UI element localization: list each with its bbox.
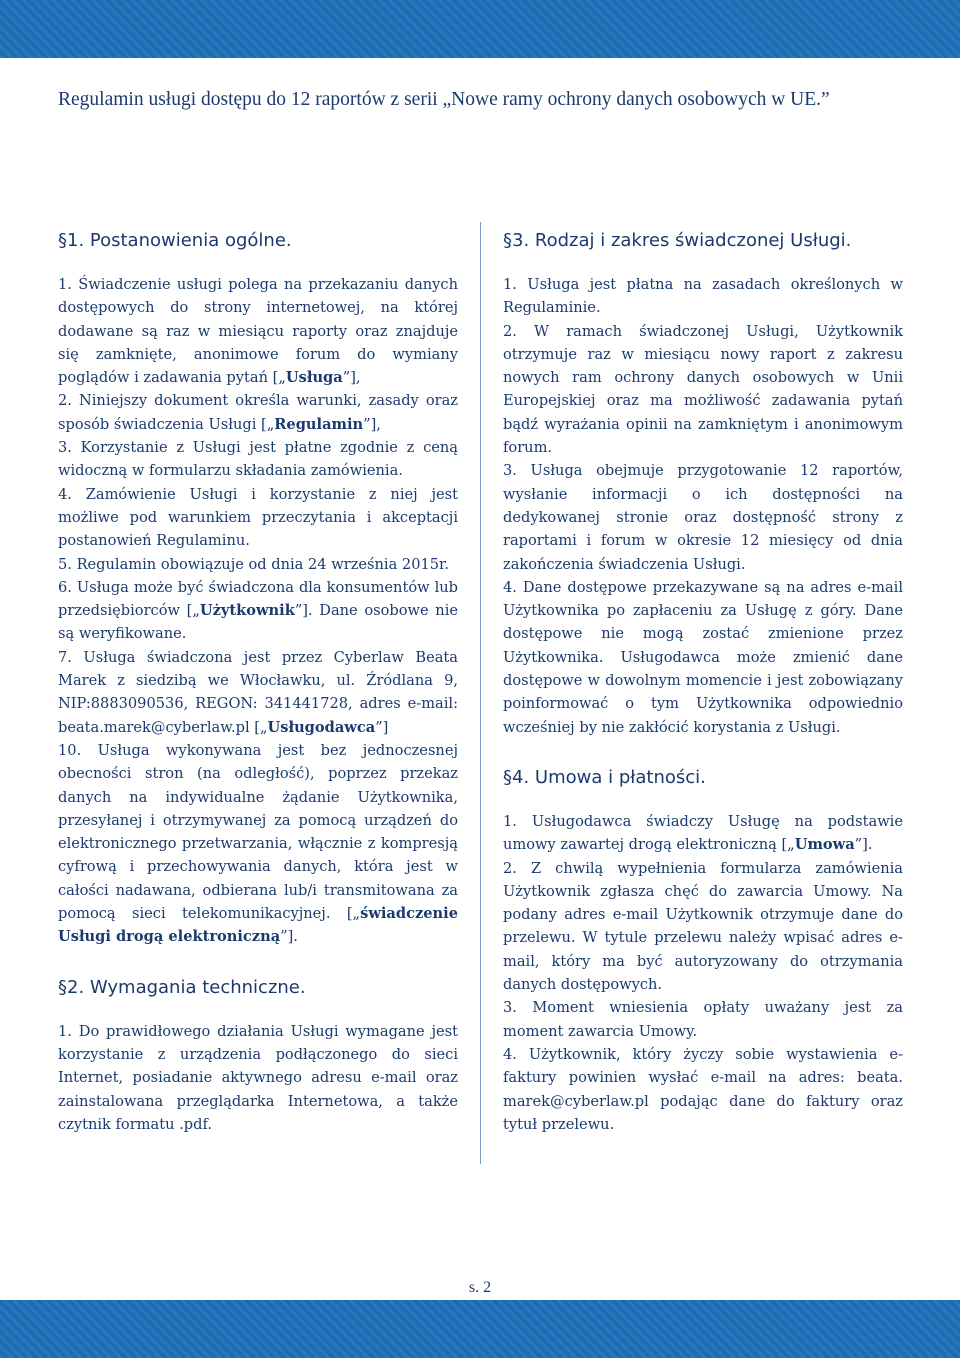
section-4-body — [503, 810, 903, 1136]
section-3-item-4: 4. Dane dostępowe przekazywane są na adres e-mail Użytkownika po zapłaceniu za Usługę z góry. Dane dostępowe nie mogą zostać zmienione przez Użytkownika. Usługodawca może zmienić dane dostępowe w dowolnym momencie i jest zobowiązany poinformować o tym Użytkownika odpowiednio wcześniej by nie zakłócić korystania z Usługi. — [503, 578, 903, 736]
section-2-item-1: 1. Do prawidłowego działania Usługi wymagane jest korzystanie z urządzenia podłączonego do sieci Internet, posiadanie aktywnego adresu e-mail oraz zainstalowana przeglądarka Internetowa, a także czytnik formatu .pdf. — [58, 1022, 458, 1133]
left-column — [58, 228, 458, 1136]
section-4-item-2: 2. Z chwilą wypełnienia formularza zamówienia Użytkownik zgłasza chęć do zawarcia Umowy. Na podany adres e-mail Użytkownik otrzymuje dane do przelewu. W tytule przelewu należy wpisać adres e-mail, który ma być autoryzowany do otrzymania danych dostępowych. — [503, 859, 903, 994]
section-1-heading: §1. Postanowienia ogólne. — [58, 230, 292, 251]
document-title: Regulamin usługi dostępu do 12 raportów z serii „Nowe ramy ochrony danych osobowych w UE.” — [58, 89, 830, 110]
defined-term: świadczenie Usługi drogą elektroniczną — [58, 905, 458, 946]
defined-term: Umowa — [794, 836, 855, 854]
defined-term: Użytkownik — [199, 602, 295, 620]
section-1-item-10: 10. Usługa wykonywana jest bez jednoczesnej obecności stron (na odległość), poprzez przekaz danych na indywidualne żądanie Użytkownika, przesyłanej i otrzymywanej za pomocą urządzeń do elektronicznego przetwarzania, włącznie z kompresją cyfrową i przechowywania danych, która jest w całości nadawana, odbierana lub/i transmitowana za pomocą sieci telekomunikacyjnej. [„świadczenie Usługi drogą elektroniczną”]. — [58, 741, 458, 946]
right-column — [503, 228, 903, 1136]
section-1-item-7: 7. Usługa świadczona jest przez Cyberlaw Beata Marek z siedzibą we Włocławku, ul. Źródlana 9, NIP:8883090536, REGON: 341441728, adres e-mail: beata.marek@cyberlaw.pl [„Usługodawca”] — [58, 648, 458, 736]
section-1-item-5: 5. Regulamin obowiązuje od dnia 24 września 2015r. — [58, 555, 450, 573]
section-3-body — [503, 273, 903, 739]
defined-term: Usługodawca — [267, 718, 376, 736]
top-banner — [0, 0, 960, 58]
section-2-body — [58, 1020, 458, 1136]
section-1-item-3: 3. Korzystanie z Usługi jest płatne zgodnie z ceną widoczną w formularzu składania zamówienia. — [58, 439, 458, 480]
section-3-item-1: 1. Usługa jest płatna na zasadach określonych w Regulaminie. — [503, 276, 903, 317]
section-3-heading: §3. Rodzaj i zakres świadczonej Usługi. — [503, 230, 852, 251]
column-divider — [480, 222, 481, 1164]
section-4-heading: §4. Umowa i płatności. — [503, 766, 706, 788]
section-1-item-1: 1. Świadczenie usługi polega na przekazaniu danych dostępowych do strony internetowej, na której dodawane są raz w miesiącu raporty oraz znajduje się zamknięte, anonimowe forum do wymiany poglądów i zadawania pytań [„Usługa”], — [58, 276, 458, 387]
section-1-item-2: 2. Niniejszy dokument określa warunki, zasady oraz sposób świadczenia Usługi [„Regulamin”], — [58, 392, 458, 433]
defined-term: Regulamin — [274, 415, 364, 433]
section-3-item-2: 2. W ramach świadczonej Usługi, Użytkownik otrzymuje raz w miesiącu nowy raport z zakresu nowych ram ochrony danych osobowych w Unii Europejskiej oraz ma możliwość zadawania pytań bądź wyrażania opinii na zamkniętym i anonimowym forum. — [503, 322, 903, 457]
section-1-item-6: 6. Usługa może być świadczona dla konsumentów lub przedsiębiorców [„Użytkownik”]. Dane osobowe nie są weryfikowane. — [58, 578, 458, 643]
page-number: s. 2 — [468, 1279, 492, 1296]
section-4-item-4: 4. Użytkownik, który życzy sobie wystawienia e-faktury powinien wysłać e-mail na adres: beata. marek@cyberlaw.pl podając dane do faktury oraz tytuł przelewu. — [503, 1045, 903, 1133]
section-3-item-3: 3. Usługa obejmuje przygotowanie 12 raportów, wysłanie informacji o ich dostępności na dedykowanej stronie oraz dostępność strony z raportami i forum w okresie 12 miesięcy od dnia zakończenia świadczenia Usługi. — [503, 462, 903, 573]
section-4-item-1: 1. Usługodawca świadczy Usługę na podstawie umowy zawartej drogą elektroniczną [„Umowa”]. — [503, 812, 903, 854]
section-1-item-4: 4. Zamówienie Usługi i korzystanie z niej jest możliwe pod warunkiem przeczytania i akceptacji postanowień Regulaminu. — [58, 485, 458, 550]
section-4-item-3: 3. Moment wniesienia opłaty uważany jest za moment zawarcia Umowy. — [503, 999, 903, 1040]
bottom-banner — [0, 1300, 960, 1358]
defined-term: Usługa — [285, 369, 343, 387]
section-1-body — [58, 273, 458, 949]
section-2-heading: §2. Wymagania techniczne. — [58, 976, 306, 998]
